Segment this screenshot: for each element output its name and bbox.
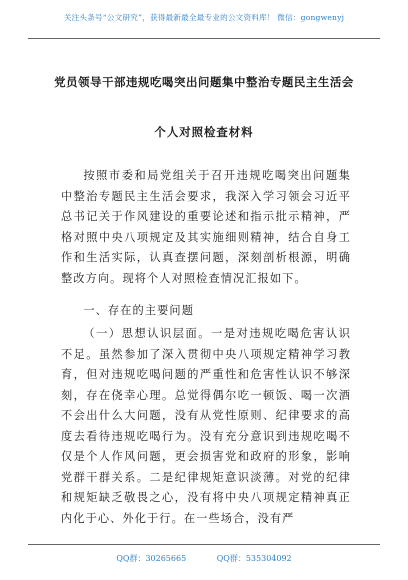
document-subtitle: 个人对照检查材料 [154, 125, 254, 139]
intro-paragraph: 按照市委和局党组关于召开违规吃喝突出问题集中整治专题民主生活会要求，我深入学习领会习近平总书记关于作风建设的重要论述和指示批示精神，严格对照中央八项规定及其实施细则精神，结合自身工作和生活实际，认真查摆问题，深刻剖析根源，明确整改方向。现将个人对照检查情况汇报如下。 [61, 169, 351, 285]
qq-group-2: QQ群：535304092 [216, 554, 292, 563]
footer [0, 553, 408, 564]
qq-group-1: QQ群：30265665 [116, 554, 187, 563]
promo-header: 关注头条号“公文研究”，获得最新最全最专业的公文资料库！ 微信：gongwenyj [63, 13, 345, 22]
document-title: 党员领导干部违规吃喝突出问题集中整治专题民主生活会 [54, 75, 354, 89]
section-heading: 一、存在的主要问题 [83, 304, 194, 317]
footer-divider [28, 544, 380, 545]
header-divider [28, 38, 380, 39]
body-paragraph: （一）思想认识层面。一是对违规吃喝危害认识不足。虽然参加了深入贯彻中央八项规定精神学习教育，但对违规吃喝问题的严重性和危害性认识不够深刻，存在侥幸心理。总觉得偶尔吃一顿饭、喝一次酒不会出什么大问题，没有从党性原则、纪律要求的高度去看待违规吃喝行为。没有充分意识到违规吃喝不仅是个人作风问题，更会损害党和政府的形象，影响党群干群关系。二是纪律规矩意识淡薄。对党的纪律和规矩缺乏敬畏之心，没有将中央八项规定精神真正内化于心、外化于行。在一些场合，没有严 [61, 327, 351, 525]
